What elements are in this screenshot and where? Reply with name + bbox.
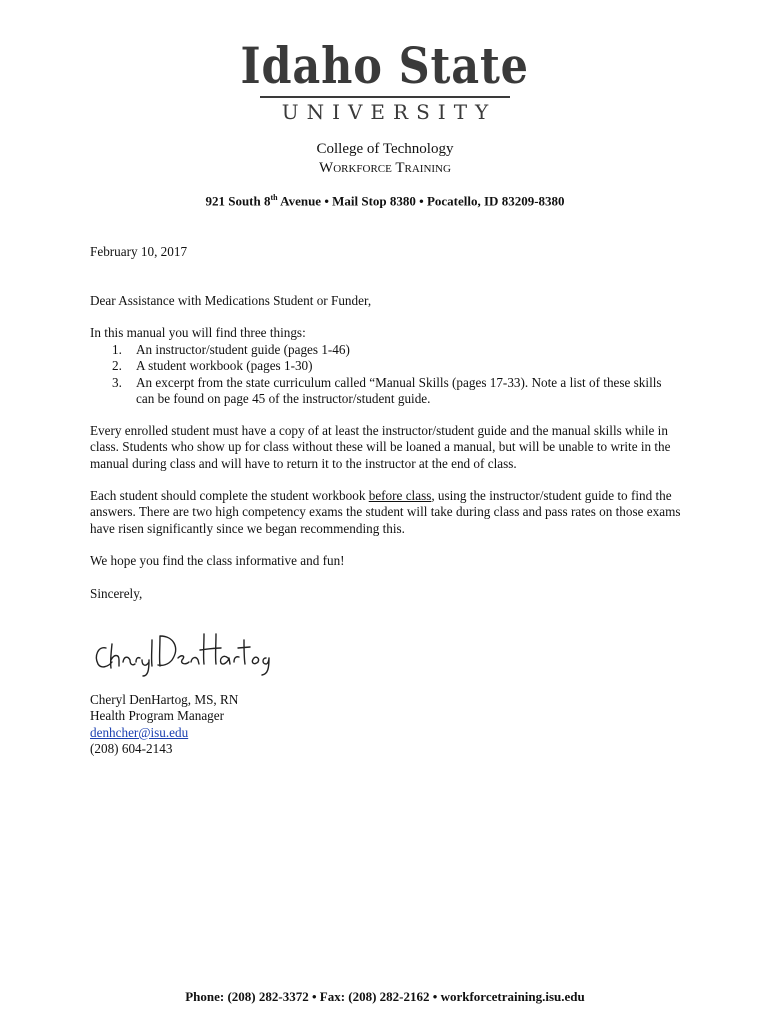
address-rest: Avenue • Mail Stop 8380 • Pocatello, ID 83209-8380: [277, 193, 565, 209]
handwritten-signature: [88, 618, 278, 678]
list-text: A student workbook (pages 1-30): [136, 358, 313, 374]
address-ordinal: th: [270, 193, 278, 202]
signature-block: [90, 692, 690, 758]
university-logo: [0, 36, 770, 124]
list-number: 3.: [112, 374, 122, 390]
list-item: [90, 342, 680, 358]
signer-email-link[interactable]: denhcher@isu.edu: [90, 724, 189, 740]
college-name: College of Technology: [316, 141, 454, 157]
logo-rule: [260, 96, 510, 98]
signer-name: Cheryl DenHartog, MS, RN: [90, 692, 239, 707]
paragraph-workbook: [90, 488, 690, 537]
list-text: An excerpt from the state curriculum called “Manual Skills (pages 17-33). Note a list of these skills can be found on page 45 of the instructor/student guide.: [136, 374, 662, 407]
list-text: An instructor/student guide (pages 1-46): [136, 342, 350, 357]
address-street: 921 South 8: [205, 193, 271, 209]
signer-title: Health Program Manager: [90, 708, 225, 724]
salutation: Dear Assistance with Medications Student or Funder,: [90, 293, 372, 308]
list-number: 1.: [112, 342, 122, 357]
logo-title: Idaho State: [240, 36, 530, 95]
before-class-emphasis: before class: [368, 488, 432, 503]
contents-list: [90, 342, 680, 408]
letterhead-address: [0, 193, 770, 209]
footer-contact: Phone: (208) 282-3372 • Fax: (208) 282-2162 • workforcetraining.isu.edu: [185, 989, 585, 1004]
department-name: Workforce Training: [319, 160, 451, 176]
list-item: [90, 358, 680, 374]
list-item: [90, 375, 680, 408]
letter-date: February 10, 2017: [90, 244, 188, 259]
paragraph-requirements: Every enrolled student must have a copy of at least the instructor/student guide and the manual skills while in class. Students who show up for class without these will be loaned a manual, but will be unable to write in the manual during class and will have to return it to the instructor at the end of class.: [90, 423, 671, 471]
paragraph-wish: We hope you find the class informative and fun!: [90, 553, 345, 568]
closing: Sincerely,: [90, 586, 143, 601]
signer-phone: (208) 604-2143: [90, 741, 173, 757]
paragraph-workbook-end: , using the instructor/student guide to find the answers. There are two high competency exams the student will take during class and pass rates on those exams have risen significantly since we began recommending this.: [90, 488, 681, 536]
paragraph-workbook-start: Each student should complete the student workbook: [90, 488, 369, 503]
list-number: 2.: [112, 358, 122, 374]
logo-subtitle: UNIVERSITY: [281, 100, 497, 124]
intro-line: In this manual you will find three things:: [90, 325, 306, 340]
